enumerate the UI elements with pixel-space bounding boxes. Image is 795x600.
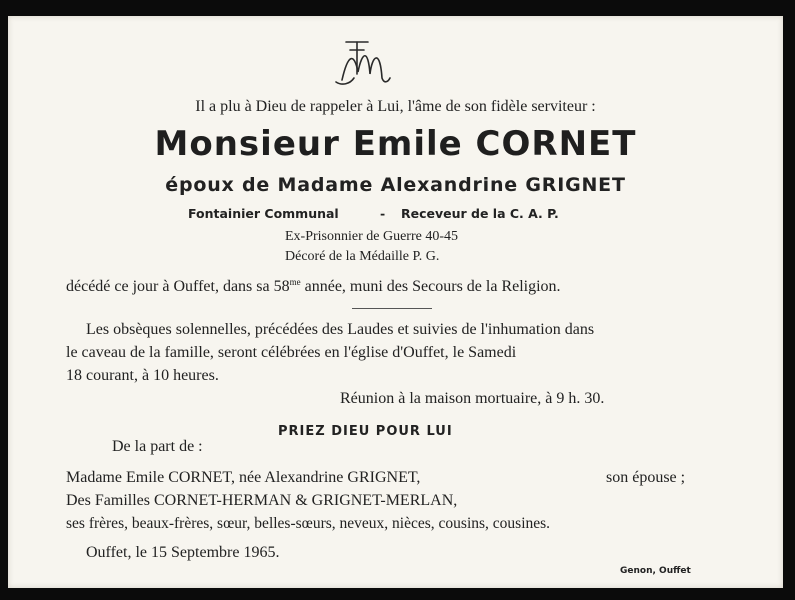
death-ordinal: me [289, 277, 301, 287]
distinction-prisoner: Ex-Prisonnier de Guerre 40-45 [285, 229, 459, 244]
profession-right: Receveur de la C. A. P. [401, 206, 559, 221]
on-behalf-line: De la part de : [112, 438, 203, 455]
divider [352, 308, 432, 309]
death-line-after: année, muni des Secours de la Religion. [300, 278, 561, 295]
death-line [66, 277, 561, 296]
printer-credit: Genon, Ouffet [620, 566, 691, 576]
profession-left: Fontainier Communal [188, 206, 339, 221]
death-line-before: décédé ce jour à Ouffet, dans sa 58 [66, 278, 290, 295]
prayer-line: PRIEZ DIEU POUR LUI [278, 424, 453, 439]
death-notice-card [8, 16, 783, 588]
funeral-line-3: 18 courant, à 10 heures. [66, 367, 219, 384]
meeting-line: Réunion à la maison mortuaire, à 9 h. 30. [340, 390, 605, 407]
profession-separator: - [380, 206, 386, 221]
spouse-line: époux de Madame Alexandrine GRIGNET [165, 174, 626, 196]
funeral-line-2: le caveau de la famille, seront célébrées en l'église d'Ouffet, le Samedi [66, 344, 517, 361]
cross-monogram-icon [328, 34, 398, 88]
family-line-2: Des Familles CORNET-HERMAN & GRIGNET-MERLAN, [66, 492, 458, 509]
place-date: Ouffet, le 15 Septembre 1965. [86, 544, 280, 561]
family-line-1-role: son épouse ; [606, 469, 686, 486]
distinction-medal: Décoré de la Médaille P. G. [285, 249, 440, 264]
funeral-line-1: Les obsèques solennelles, précédées des Laudes et suivies de l'inhumation dans [86, 321, 595, 338]
family-line-1: Madame Emile CORNET, née Alexandrine GRIGNET, [66, 469, 421, 486]
deceased-name: Monsieur Emile CORNET [154, 124, 637, 164]
intro-line: Il a plu à Dieu de rappeler à Lui, l'âme de son fidèle serviteur : [195, 98, 596, 115]
family-line-3: ses frères, beaux-frères, sœur, belles-sœurs, neveux, nièces, cousins, cousines. [66, 515, 551, 532]
